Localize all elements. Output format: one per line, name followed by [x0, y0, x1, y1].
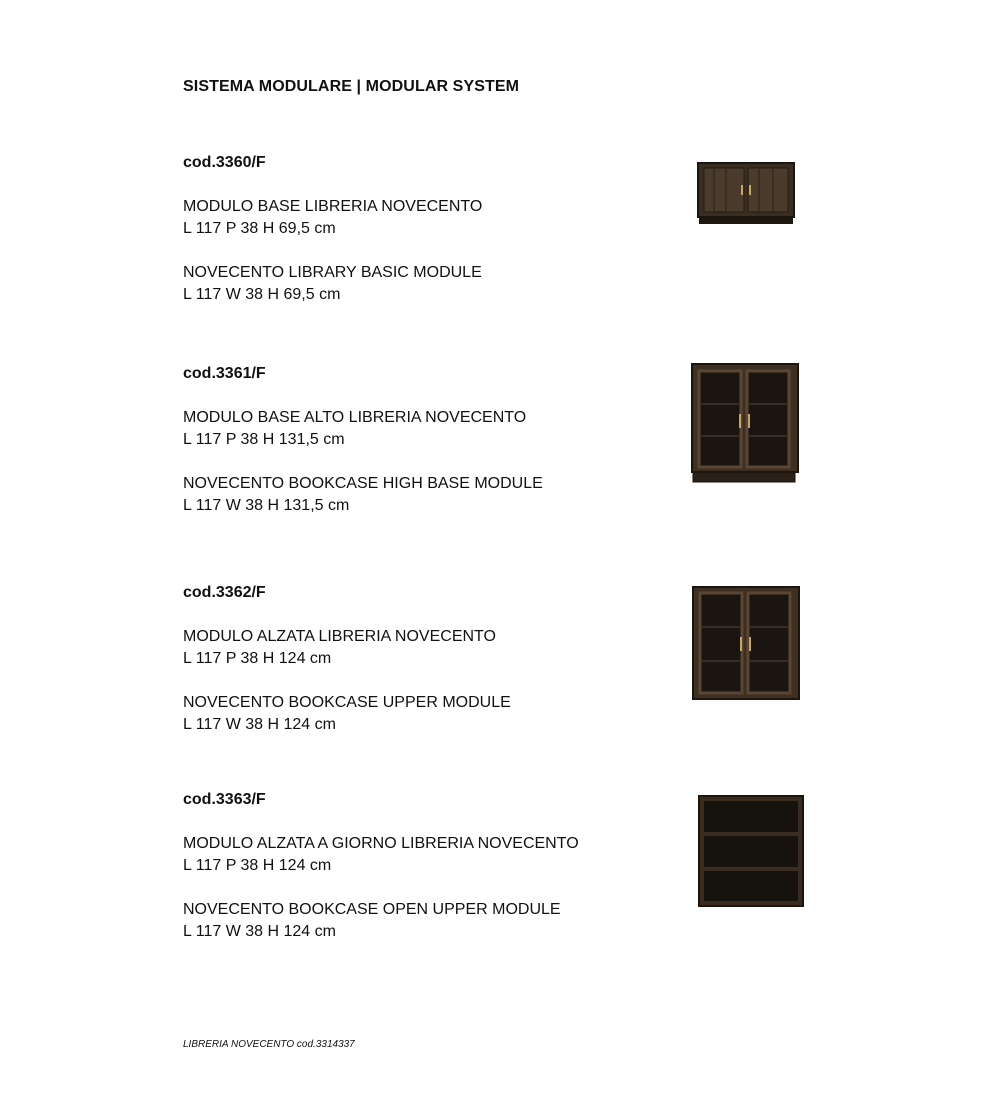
product-dims-en: L 117 W 38 H 69,5 cm	[183, 286, 341, 303]
cabinet-base-image	[697, 160, 795, 226]
product-name-it: MODULO BASE LIBRERIA NOVECENTO	[183, 198, 483, 215]
product-name-it: MODULO BASE ALTO LIBRERIA NOVECENTO	[183, 409, 527, 426]
product-code: cod.3360/F	[183, 154, 266, 171]
product-code: cod.3362/F	[183, 584, 266, 601]
product-name-it: MODULO ALZATA LIBRERIA NOVECENTO	[183, 628, 496, 645]
product-name-en: NOVECENTO BOOKCASE UPPER MODULE	[183, 694, 511, 711]
product-dims-it: L 117 P 38 H 69,5 cm	[183, 220, 336, 237]
glass-bookcase-upper-image	[691, 585, 803, 703]
product-code: cod.3361/F	[183, 365, 266, 382]
open-bookcase-upper-image	[697, 794, 805, 908]
product-dims-it: L 117 P 38 H 131,5 cm	[183, 431, 345, 448]
product-name-it: MODULO ALZATA A GIORNO LIBRERIA NOVECENTO	[183, 835, 579, 852]
product-name-en: NOVECENTO LIBRARY BASIC MODULE	[183, 264, 482, 281]
product-dims-en: L 117 W 38 H 124 cm	[183, 716, 336, 733]
product-name-en: NOVECENTO BOOKCASE HIGH BASE MODULE	[183, 475, 543, 492]
footer-reference: LIBRERIA NOVECENTO cod.3314337	[183, 1039, 355, 1050]
product-dims-it: L 117 P 38 H 124 cm	[183, 650, 332, 667]
product-dims-en: L 117 W 38 H 131,5 cm	[183, 497, 350, 514]
product-name-en: NOVECENTO BOOKCASE OPEN UPPER MODULE	[183, 901, 561, 918]
glass-bookcase-high-base-image	[690, 362, 802, 486]
product-dims-it: L 117 P 38 H 124 cm	[183, 857, 332, 874]
product-code: cod.3363/F	[183, 791, 266, 808]
product-dims-en: L 117 W 38 H 124 cm	[183, 923, 336, 940]
page-title: SISTEMA MODULARE | MODULAR SYSTEM	[183, 78, 520, 95]
